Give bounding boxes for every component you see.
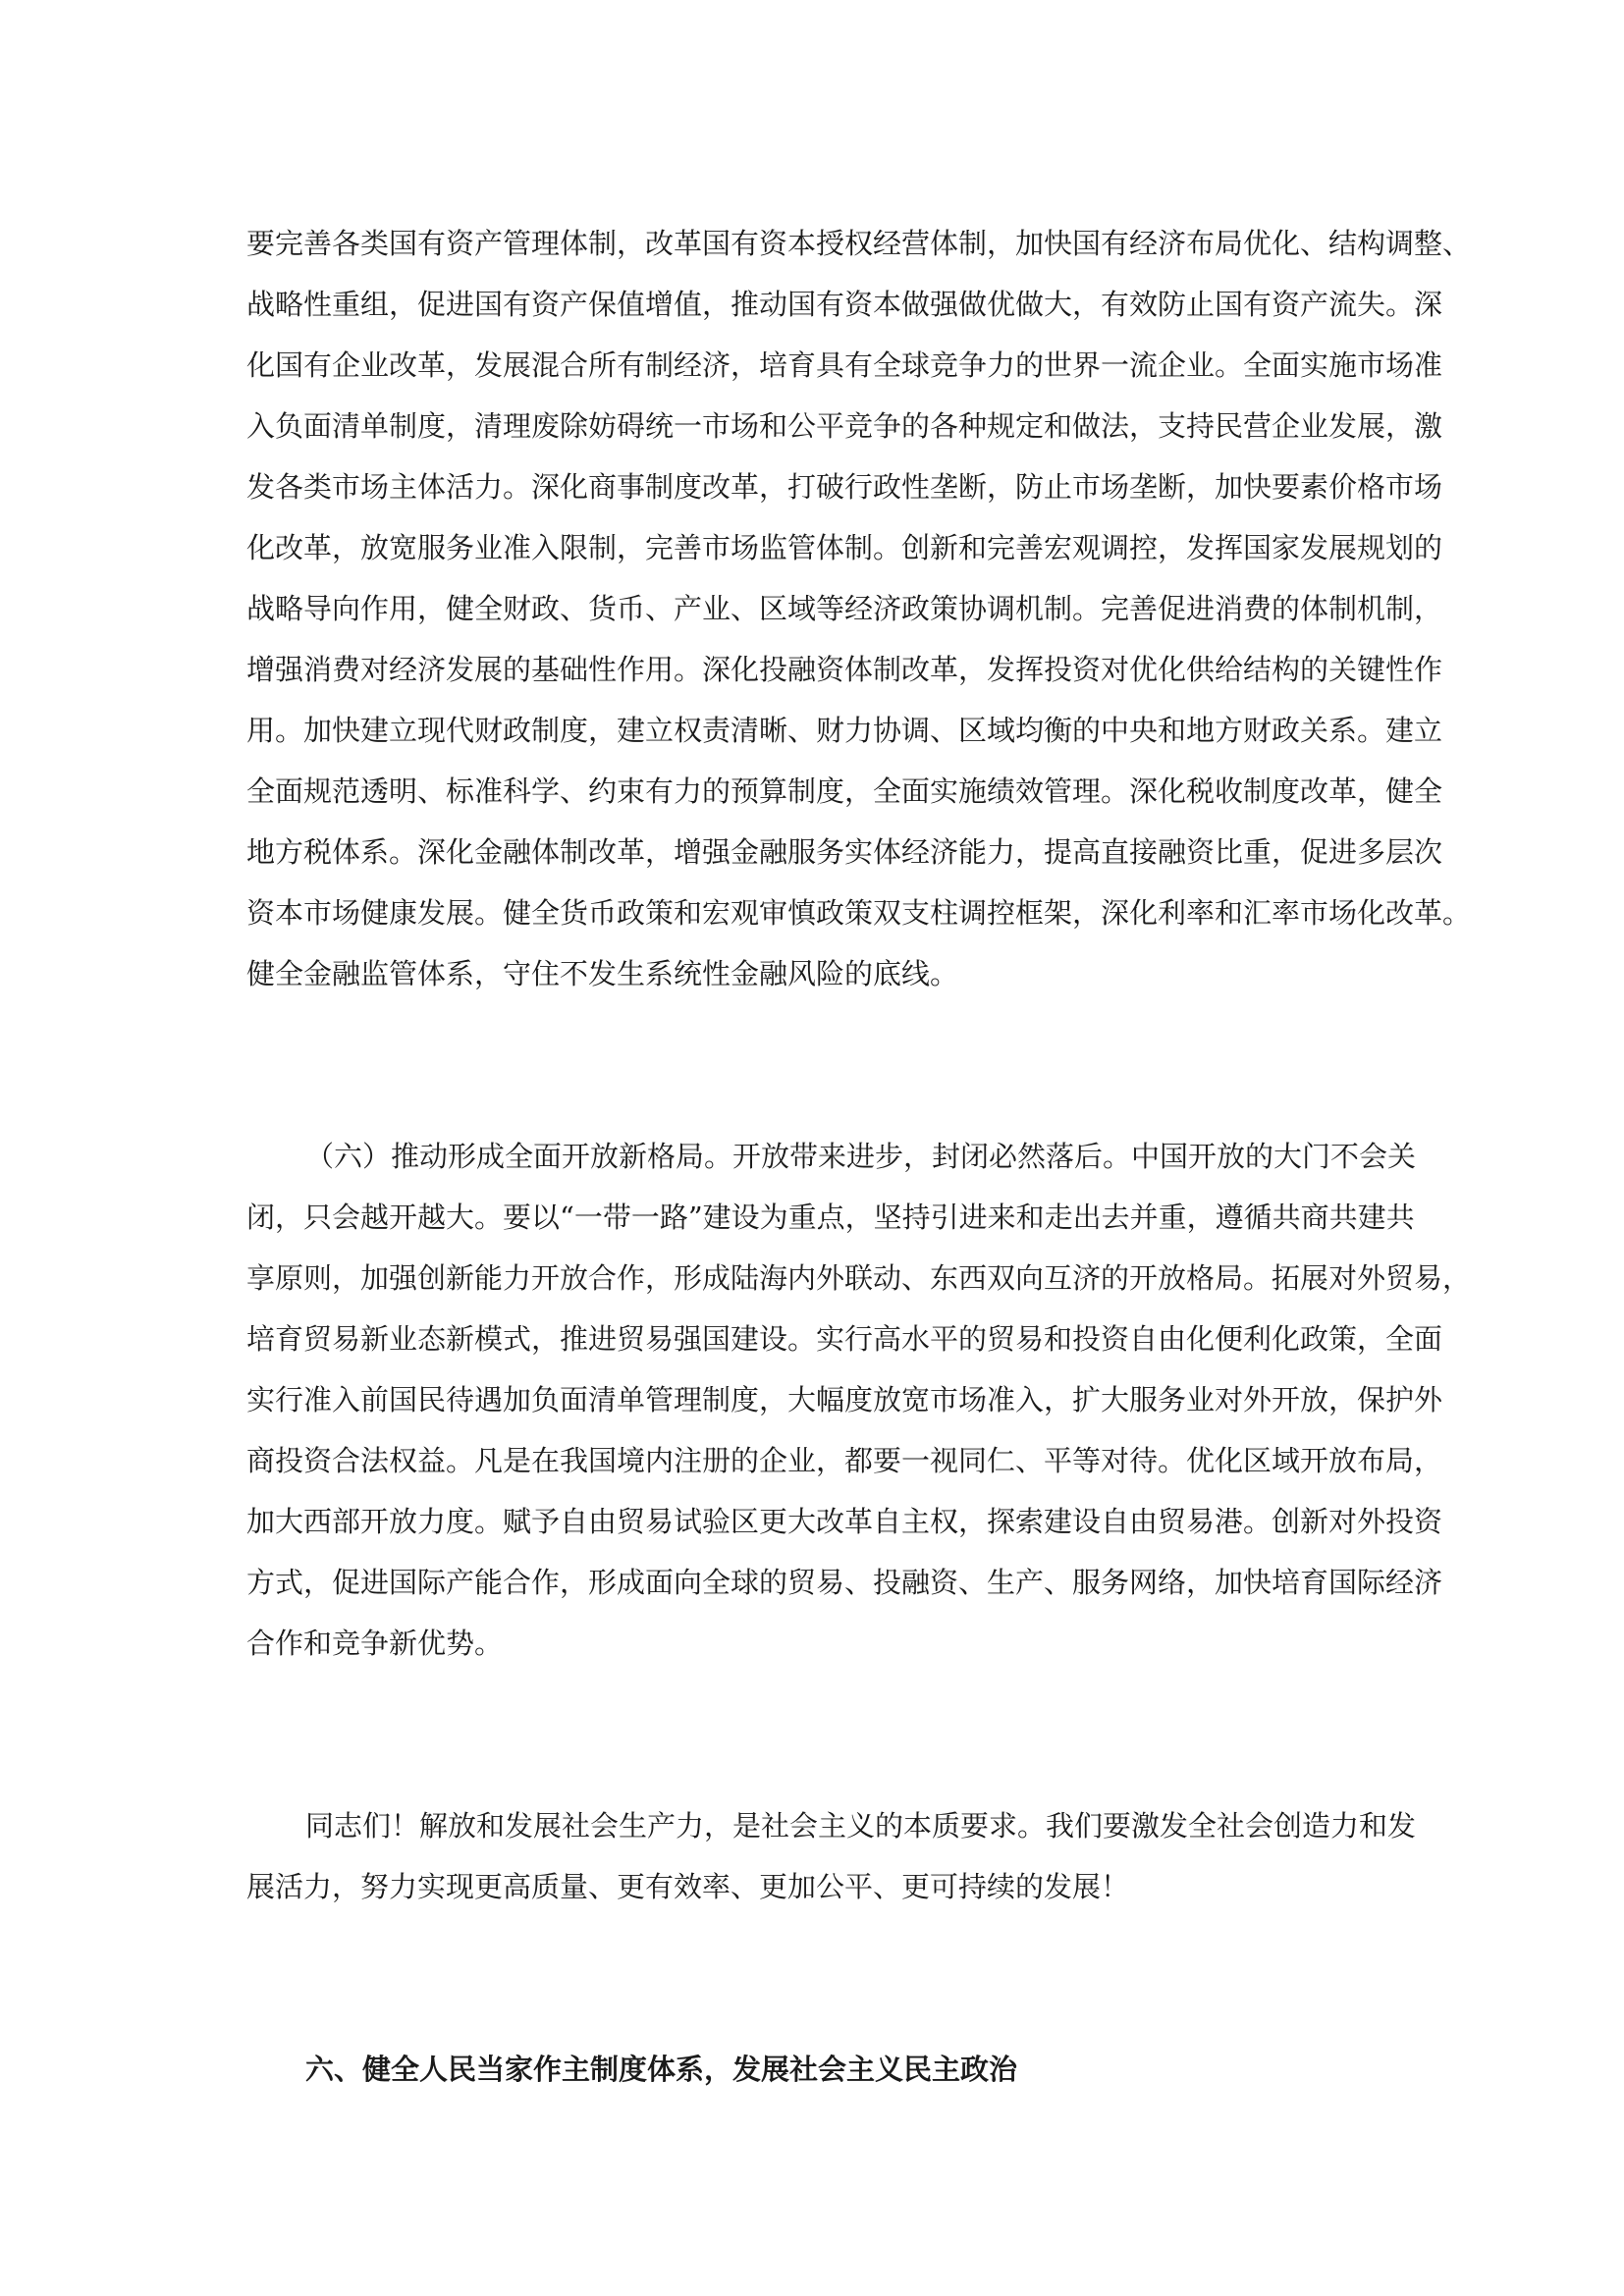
text-line: 增强消费对经济发展的基础性作用。深化投融资体制改革，发挥投资对优化供给结构的关键性作: [246, 653, 1443, 686]
text-line: 化国有企业改革，发展混合所有制经济，培育具有全球竞争力的世界一流企业。全面实施市场准: [246, 348, 1443, 382]
section-heading: 六、健全人民当家作主制度体系，发展社会主义民主政治: [305, 2053, 1018, 2086]
text-line: 闭，只会越开越大。要以“一带一路”建设为重点，坚持引进来和走出去并重，遵循共商共建共: [246, 1201, 1415, 1234]
text-line: 发各类市场主体活力。深化商事制度改革，打破行政性垄断，防止市场垄断，加快要素价格市场: [246, 470, 1443, 504]
text-line: 加大西部开放力度。赋予自由贸易试验区更大改革自主权，探索建设自由贸易港。创新对外投资: [246, 1505, 1443, 1538]
text-line: 商投资合法权益。凡是在我国境内注册的企业，都要一视同仁、平等对待。优化区域开放布局，: [246, 1444, 1443, 1477]
text-line: 方式，促进国际产能合作，形成面向全球的贸易、投融资、生产、服务网络，加快培育国际经济: [246, 1566, 1443, 1599]
text-line: 培育贸易新业态新模式，推进贸易强国建设。实行高水平的贸易和投资自由化便利化政策，全面: [246, 1322, 1443, 1356]
text-line: 战略性重组，促进国有资产保值增值，推动国有资本做强做优做大，有效防止国有资产流失。深: [246, 288, 1443, 321]
text-line: 化改革，放宽服务业准入限制，完善市场监管体制。创新和完善宏观调控，发挥国家发展规划的: [246, 531, 1443, 564]
text-line: 资本市场健康发展。健全货币政策和宏观审慎政策双支柱调控框架，深化利率和汇率市场化改革。: [246, 896, 1472, 930]
text-line: （六）推动形成全面开放新格局。开放带来进步，封闭必然落后。中国开放的大门不会关: [305, 1140, 1417, 1173]
text-line: 实行准入前国民待遇加负面清单管理制度，大幅度放宽市场准入，扩大服务业对外开放，保护外: [246, 1383, 1443, 1416]
text-line: 要完善各类国有资产管理体制，改革国有资本授权经营体制，加快国有经济布局优化、结构调整、: [246, 227, 1472, 260]
text-line: 享原则，加强创新能力开放合作，形成陆海内外联动、东西双向互济的开放格局。拓展对外贸易，: [246, 1261, 1472, 1295]
text-line: 合作和竞争新优势。: [246, 1627, 504, 1660]
text-line: 同志们！解放和发展社会生产力，是社会主义的本质要求。我们要激发全社会创造力和发: [305, 1809, 1417, 1842]
text-line: 地方税体系。深化金融体制改革，增强金融服务实体经济能力，提高直接融资比重，促进多层次: [246, 835, 1443, 869]
text-line: 健全金融监管体系，守住不发生系统性金融风险的底线。: [246, 957, 959, 990]
text-line: 展活力，努力实现更高质量、更有效率、更加公平、更可持续的发展！: [246, 1870, 1130, 1903]
text-line: 全面规范透明、标准科学、约束有力的预算制度，全面实施绩效管理。深化税收制度改革，健全: [246, 774, 1443, 808]
text-line: 战略导向作用，健全财政、货币、产业、区域等经济政策协调机制。完善促进消费的体制机制，: [246, 592, 1443, 625]
text-line: 用。加快建立现代财政制度，建立权责清晰、财力协调、区域均衡的中央和地方财政关系。建立: [246, 714, 1443, 747]
text-line: 入负面清单制度，清理废除妨碍统一市场和公平竞争的各种规定和做法，支持民营企业发展，激: [246, 409, 1443, 443]
